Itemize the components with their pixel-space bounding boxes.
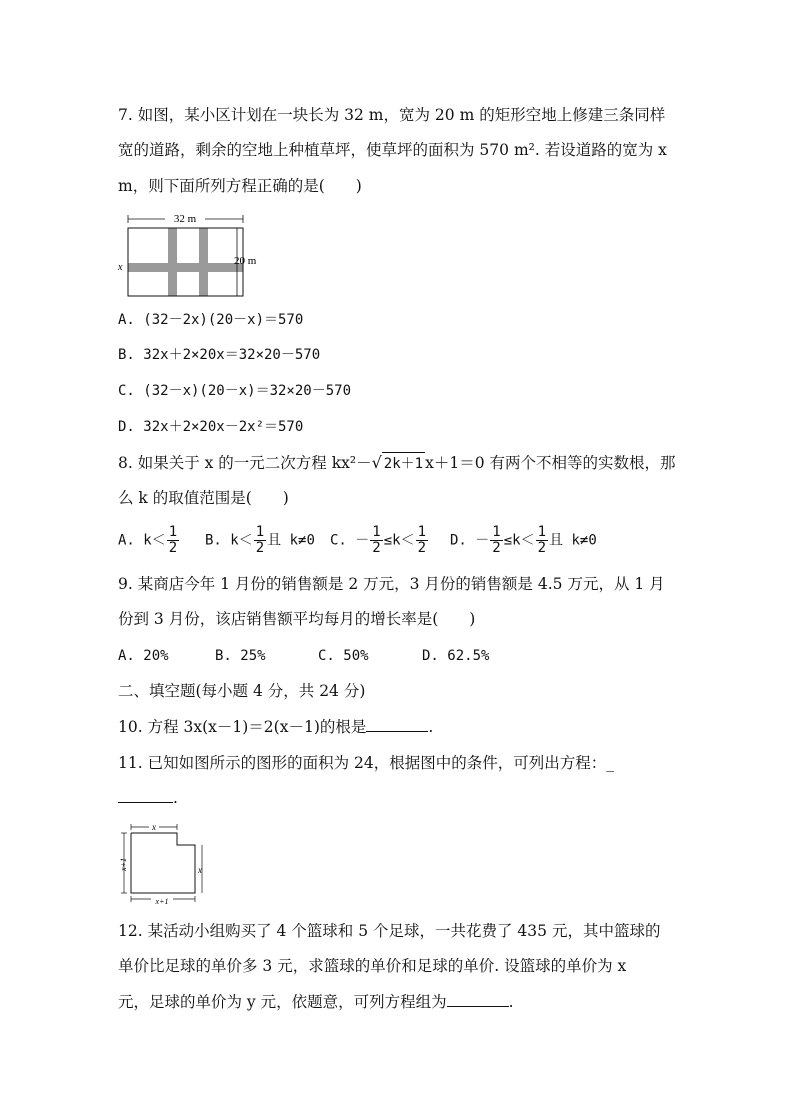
q8-option-a-text: A. k＜ (118, 532, 166, 549)
q9-option-c: C. 50% (318, 648, 369, 664)
q8-line1-start: 8. 如果关于 x 的一元二次方程 kx²－ (118, 454, 372, 472)
q11-line2 (118, 787, 178, 809)
q7-road-diagram (115, 208, 270, 306)
fraction-denominator: 2 (417, 540, 427, 556)
fraction-denominator: 2 (537, 540, 547, 556)
q9-line1: 9. 某商店今年 1 月份的销售额是 2 万元，3 月份的销售额是 4.5 万元，从 1 月 (118, 575, 665, 593)
q8-line1-end: x＋1＝0 有两个不相等的实数根，那 (425, 454, 676, 472)
fraction-denominator: 2 (492, 540, 501, 556)
fraction-numerator: 1 (255, 524, 265, 540)
q8-option-d-middle: ≤k＜ (503, 532, 535, 549)
q7-option-a: A. (32－2x)(20－x)＝570 (118, 312, 304, 328)
q11-period: . (173, 789, 178, 807)
fraction-numerator: 1 (372, 524, 381, 540)
sqrt-icon: √ (371, 453, 382, 472)
q10-answer-blank[interactable] (366, 717, 428, 732)
q8-radicand: 2k＋1 (382, 452, 425, 475)
q9-option-d: D. 62.5% (422, 648, 490, 664)
q11-answer-blank[interactable] (118, 788, 173, 803)
fraction-numerator: 1 (168, 524, 178, 540)
q11-line1: 11. 已知如图所示的图形的面积为 24，根据图中的条件，可列出方程：_ (118, 754, 614, 772)
q7-top-label: 32 m (173, 213, 197, 225)
q8-option-b-text: B. k＜ (205, 532, 253, 549)
fraction (254, 525, 266, 556)
q9-option-b: B. 25% (215, 648, 266, 664)
q8-line2: 么 k 的取值范围是( ) (118, 489, 289, 507)
fraction-denominator: 2 (372, 540, 381, 556)
q7-line1: 7. 如图，某小区计划在一块长为 32 m，宽为 20 m 的矩形空地上修建三条同样 (118, 106, 666, 124)
fraction (490, 525, 502, 556)
q7-option-d: D. 32x＋2×20x－2x²＝570 (118, 419, 304, 435)
q10-text: 10. 方程 3x(x－1)＝2(x－1)的根是 (118, 718, 367, 736)
q8-option-d (450, 525, 597, 556)
q8-option-c (330, 525, 429, 556)
q8-option-c-text: C. － (330, 532, 370, 549)
q7-option-c: C. (32－x)(20－x)＝32×20－570 (118, 383, 352, 399)
q7-right-label: 20 m (234, 255, 257, 267)
q11-top-label: x (152, 822, 156, 832)
q7-line2: 宽的道路，剩余的空地上种植草坪，使草坪的面积为 570 m². 若设道路的宽为 x (118, 141, 667, 159)
fraction-numerator: 1 (492, 524, 501, 540)
q7-option-b: B. 32x＋2×20x＝32×20－570 (118, 347, 321, 363)
q11-shape-diagram (115, 820, 210, 905)
q8-option-d-condition: 且 k≠0 (549, 532, 597, 549)
fraction-denominator: 2 (168, 540, 178, 556)
fraction (416, 525, 428, 556)
q9-line2: 份到 3 月份，该店销售额平均每月的增长率是( ) (118, 610, 476, 628)
q12-line3 (118, 991, 514, 1013)
fraction (167, 525, 179, 556)
fraction (370, 525, 382, 556)
q8-option-a (118, 525, 180, 556)
q8-line1 (118, 452, 676, 475)
q12-period: . (508, 993, 514, 1011)
fraction-denominator: 2 (255, 540, 265, 556)
q7-line3: m，则下面所列方程正确的是( ) (118, 177, 362, 195)
fraction-numerator: 1 (417, 524, 427, 540)
q8-option-d-text: D. － (450, 532, 490, 549)
q8-option-b (205, 525, 315, 556)
q9-option-a: A. 20% (118, 648, 169, 664)
q10-line (118, 716, 433, 738)
q8-option-b-condition: 且 k≠0 (267, 532, 315, 549)
fraction-numerator: 1 (537, 524, 547, 540)
q11-right-label: x (198, 865, 202, 875)
fraction (536, 525, 548, 556)
q7-left-label: x (118, 262, 123, 273)
q8-option-c-middle: ≤k＜ (383, 532, 415, 549)
q12-line2: 单价比足球的单价多 3 元，求篮球的单价和足球的单价. 设篮球的单价为 x (118, 957, 627, 975)
q11-bottom-label: x+1 (155, 897, 169, 905)
q10-period: . (428, 718, 434, 736)
section2-title: 二、填空题(每小题 4 分，共 24 分) (118, 682, 366, 700)
q12-line3-text: 元，足球的单价为 y 元，依题意，可列方程组为 (118, 993, 447, 1011)
q12-answer-blank[interactable] (447, 992, 509, 1007)
q12-line1: 12. 某活动小组购买了 4 个篮球和 5 个足球，一共花费了 435 元，其中篮球的 (118, 922, 661, 940)
q11-left-label: x+1 (119, 858, 128, 871)
